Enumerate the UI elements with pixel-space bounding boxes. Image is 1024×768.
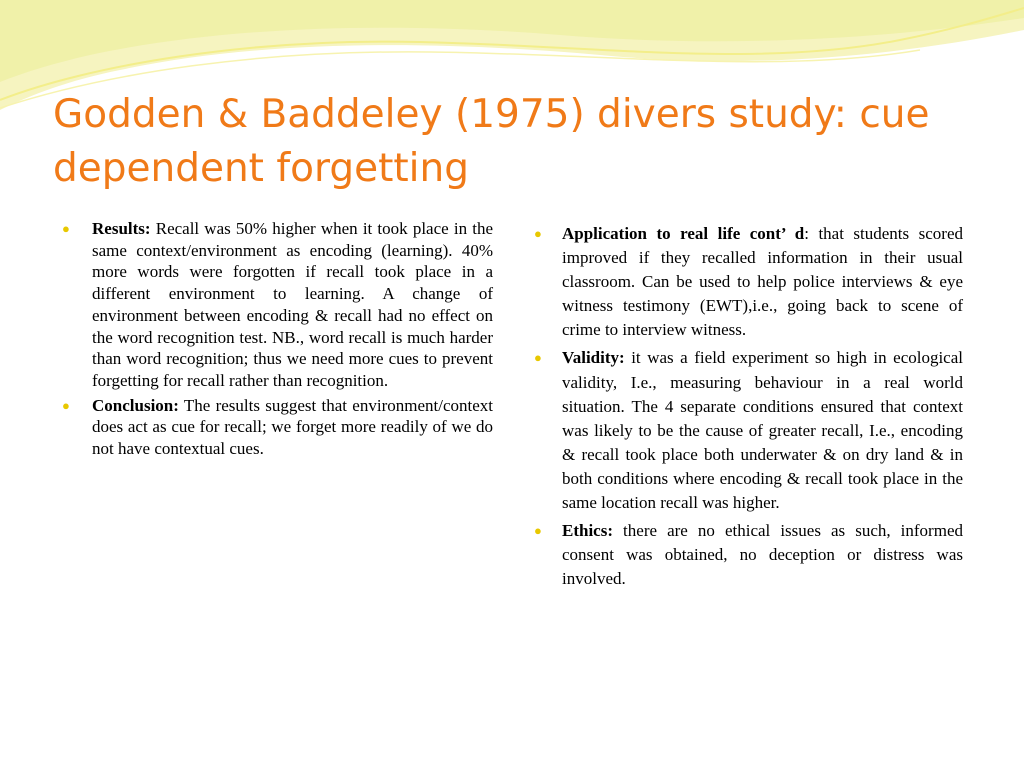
list-item-results: [62, 218, 493, 392]
bullet-icon: ●: [62, 221, 70, 236]
item-label: Results:: [92, 219, 151, 238]
left-column-list: [62, 218, 493, 463]
list-item-validity: [534, 346, 963, 515]
bullet-icon: ●: [62, 397, 70, 413]
item-label: Conclusion:: [92, 395, 179, 415]
item-text: there are no ethical issues as such, informed consent was obtained, no deception or distress was involved.: [562, 521, 963, 589]
slide-title: Godden & Baddeley (1975) divers study: cue dependent forgetting: [53, 92, 930, 191]
bullet-icon: ●: [534, 350, 542, 366]
item-text: The results suggest that environment/context does act as cue for recall; we forget more readily of we do not have contextual cues.: [92, 395, 493, 459]
item-label: Validity:: [562, 348, 625, 368]
list-item-ethics: [534, 519, 963, 591]
list-item-conclusion: [62, 395, 493, 460]
item-text: it was a field experiment so high in ecological validity, I.e., measuring behaviour in a real world situation. The 4 separate conditions ensured that context was likely to be the cause of greater recall, I.e., encoding & recall took place both underwater & on dry land & in both conditions where encoding & recall took place in the same location recall was higher.: [562, 348, 963, 513]
item-label: Ethics:: [562, 521, 613, 541]
bullet-icon: ●: [534, 523, 542, 539]
item-label: Application to real life cont’ d: [562, 224, 805, 243]
item-text: : that students scored improved if they recalled information in their usual classroom. Can be used to help police interviews & eye witness testimony (EWT),i.e., going back to scene of crime to interview witness.: [562, 224, 963, 340]
right-column-list: [534, 222, 963, 595]
list-item-application: [534, 222, 963, 342]
item-text: Recall was 50% higher when it took place in the same context/environment as encoding (learning). 40% more words were forgotten if recall took place in a different environment to learning. A change of environment between encoding & recall had no effect on the word recognition test. NB., word recall is much harder than word recognition; thus we need more cues to prevent forgetting for recall rather than recognition.: [92, 219, 493, 390]
bullet-icon: ●: [534, 226, 542, 241]
